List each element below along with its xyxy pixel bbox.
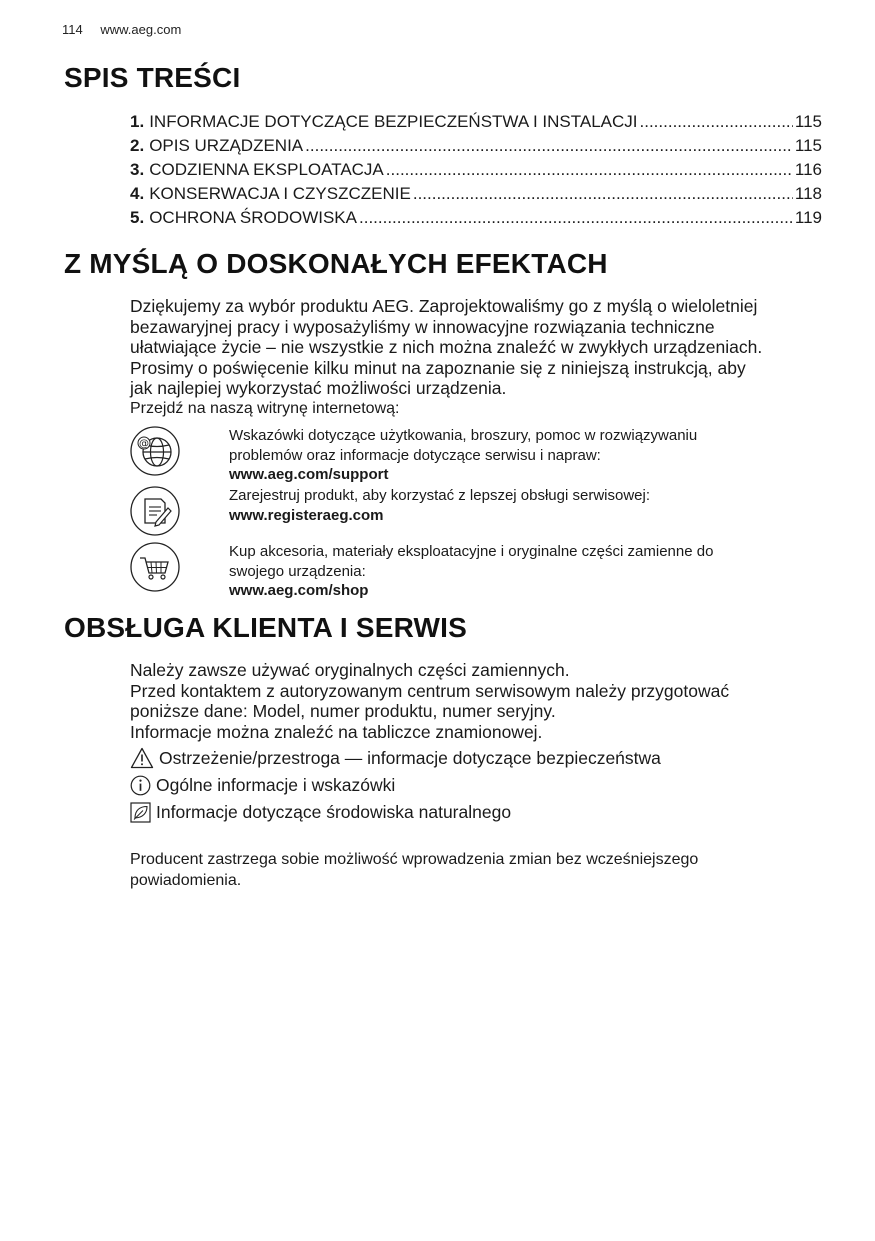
legend-info: Ogólne informacje i wskazówki: [130, 773, 395, 797]
svg-text:@: @: [139, 438, 149, 450]
legend-environment: Informacje dotyczące środowiska naturalnego: [130, 800, 511, 824]
table-of-contents: [130, 110, 822, 230]
support-url[interactable]: www.aeg.com/support: [229, 466, 389, 483]
excellence-title: Z MYŚLĄ O DOSKONAŁYCH EFEKTACH: [64, 248, 608, 279]
shop-url[interactable]: www.aeg.com/shop: [229, 582, 369, 599]
shop-link-text: Kup akcesoria, materiały eksploatacyjne i oryginalne części zamienne do swojego urządzenia: www.aeg.com/shop: [229, 542, 829, 601]
page-header: [62, 22, 181, 37]
toc-title: SPIS TREŚCI: [64, 62, 241, 93]
globe-icon: [130, 426, 180, 476]
register-link-row: [130, 486, 830, 538]
warning-triangle-icon: [130, 747, 154, 769]
register-url[interactable]: www.registeraeg.com: [229, 506, 384, 524]
toc-item[interactable]: 5. OCHRONA ŚRODOWISKA ..... 119: [130, 206, 822, 230]
toc-item[interactable]: 4. KONSERWACJA I CZYSZCZENIE ..... 118: [130, 182, 822, 206]
register-document-icon: [130, 486, 180, 536]
info-icon: [130, 775, 151, 796]
shopping-cart-icon: [130, 542, 180, 592]
shop-link-row: [130, 542, 830, 598]
disclaimer-note: Producent zastrzega sobie możliwość wprowadzenia zmian bez wcześniejszego powiadomienia.: [130, 851, 699, 889]
register-link-text: Zarejestruj produkt, aby korzystać z lepszej obsługi serwisowej: www.registeraeg.com: [229, 486, 829, 525]
toc-item[interactable]: 3. CODZIENNA EKSPLOATACJA ..... 116: [130, 158, 822, 182]
legend-warning: Ostrzeżenie/przestroga — informacje dotyczące bezpieczeństwa: [130, 746, 661, 770]
service-paragraph: Należy zawsze używać oryginalnych części zamiennych. Przed kontaktem z autoryzowanym centrum serwisowym należy przygotować poniższe dane: Model, numer produktu, numer seryjny. Informacje można znaleźć na tabliczce znamionowej.: [130, 660, 730, 742]
toc-item[interactable]: 2. OPIS URZĄDZENIA ..... 115: [130, 134, 822, 158]
website-link[interactable]: www.aeg.com: [100, 22, 182, 37]
service-title: OBSŁUGA KLIENTA I SERWIS: [64, 612, 468, 643]
page-number: 114: [62, 22, 83, 37]
support-link-text: Wskazówki dotyczące użytkowania, broszury, pomoc w rozwiązywaniu problemów oraz informacje dotyczące serwisu i napraw: www.aeg.com/support: [229, 426, 829, 485]
environment-leaf-icon: [130, 802, 151, 823]
support-link-row: [130, 426, 830, 482]
toc-item[interactable]: 1. INFORMACJE DOTYCZĄCE BEZPIECZEŃSTWA I INSTALACJI ..... 115: [130, 110, 822, 134]
intro-paragraph: Dziękujemy za wybór produktu AEG. Zaprojektowaliśmy go z myślą o wieloletniej bezawaryjnej pracy i wyposażyliśmy w innowacyjne rozwiązania techniczne ułatwiające życie – nie wszystkie z nich można znaleźć w zwykłych urządzeniach. Prosimy o poświęcenie kilku minut na zapoznanie się z niniejszą instrukcją, aby jak najlepiej wykorzystać możliwości urządzenia. Przejdź na naszą witrynę internetową:: [130, 296, 763, 417]
